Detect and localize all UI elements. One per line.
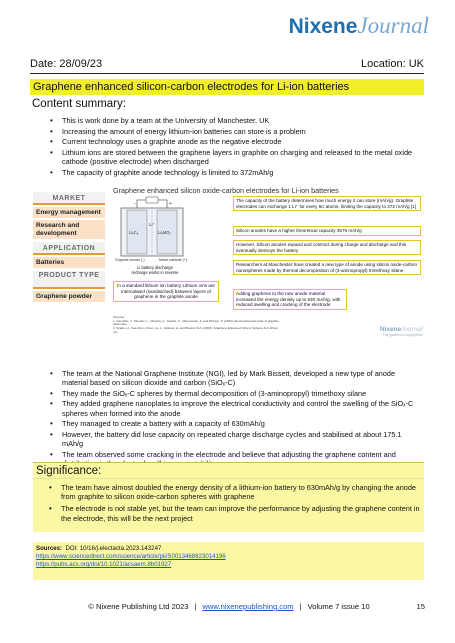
infographic-title: Graphene enhanced silicon oxide-carbon electrodes for Li-ion batteries [113,186,339,195]
infographic-logo-b: Journal [401,325,423,333]
list-item: • The electrode is not stable yet, but the team can improve the performance by adjusting the graphene content in the electrode, this will be the next project [47,504,424,522]
logo-nixene: Nixene [288,15,358,38]
product-item: Graphene powder [33,291,105,302]
sources-box [33,542,424,580]
cathode-label: Metal cathode (+) [159,258,188,262]
meta-row [30,58,424,74]
summary-list [48,116,418,178]
battery-diagram [115,196,189,262]
list-item: • They added graphene nanoplates to improve the electrical conductivity and control the swelling of the SiOₓ-C spheres when formed into the anode [48,399,418,417]
silicon-capacity-box: Silicon anodes have a higher theoretical capacity 3579 mAh/g [233,226,421,236]
footer-copyright: © Nixene Publishing Ltd 2023 [88,602,189,611]
detail-list [48,369,418,469]
list-item: • Lithium ions are stored between the graphene layers in graphite on charging and released to the metal oxide cathode (positive electrode) when discharged [48,148,418,166]
article-date: Date: 28/09/23 [30,58,103,70]
minus-sign: - [134,201,136,207]
infographic-source-1: 1. Carvalho, J., Mendes, L., Moreira, A., Jacobs, K., Meresmann, F. and Pinhero, P. (2023). Electrochemical study of graphite electrodes... [113,318,279,327]
footer-website-link[interactable]: www.nixenepublishing.com [202,602,294,611]
caption-line-2: recharge works in reverse [131,270,179,275]
list-item: • Increasing the amount of energy lithium-ion batteries can store is a problem [48,127,418,136]
infographic-logo [380,326,423,337]
list-item: • The capacity of graphite anode technology is limited to 372mAh/g [48,168,418,177]
article-location: Location: UK [361,58,424,70]
product-type-heading: PRODUCT TYPE [33,271,105,289]
list-item: • They made the SiOₓ-C spheres by thermal decomposition of (3-aminopropyl) trimethoxy silane [48,389,418,398]
capacity-box: The capacity of the battery determines how much energy it can store (mAh/g). Graphite electrodes can exchange 1 Li⁺ for every 6C atoms, limiting the capacity to 372 mAh/g [1] [233,196,421,211]
infographic-sources [113,316,283,335]
infographic-logo-a: Nixene [379,326,402,333]
market-item: Research and development [33,220,105,239]
infographic-sources-heading: Sources: [113,315,125,319]
list-item: • Current technology uses a graphite anode as the negative electrode [48,137,418,146]
intercalation-box: In a standard lithium ion battery Lithium ions are intercalated (sandwiched) between layers of graphene in the graphite anode [113,281,219,302]
list-item: • However, the battery did lose capacity on repeated charge discharge cycles and stabilised at about 175.1 mAh/g [48,430,418,448]
nixene-journal-logo [289,14,429,37]
source-link-1[interactable]: https://www.sciencedirect.com/science/article/pii/S0013468623014196 [36,553,226,560]
list-item: • The team at the National Graphene Institute (NGI), led by Mark Bissett, developed a new type of anode material based on silicon dioxide and carbon (SiOₓ-C) [48,369,418,387]
application-heading: APPLICATION [33,242,105,255]
list-item: • The team have almost doubled the energy density of a lithium-ion battery to 630mAh/g by changing the anode from graphite to silicon oxide-carbon spheres with graphene [47,483,424,501]
anode-label: Graphite Anode (-) [115,258,145,262]
content-summary-heading: Content summary: [32,98,126,110]
significance-box [33,479,424,532]
list-item: • This is work done by a team at the University of Manchester, UK [48,116,418,125]
footer-separator: | [194,602,197,611]
infographic-sidebar [33,192,105,302]
infographic [33,186,423,354]
list-item: • They managed to create a battery with a capacity of 630mAh/g [48,419,418,428]
cathode-compound-label: LiₓMO₂ [158,230,172,235]
battery-caption [117,265,193,275]
page-number: 15 [416,602,425,611]
significance-heading: Significance: [33,462,424,479]
sources-label: Sources: [36,545,63,552]
article-title: Graphene enhanced silicon-carbon electrodes for Li-ion batteries [30,79,424,95]
manchester-research-box: Researchers at Manchester have created a new type of anode using silicon oxide-carbon nanospheres made by thermal decomposition of (3-aminopropyl) trimethoxy silane [233,260,421,275]
anode-compound-label: LiₓC₆ [129,230,139,235]
infographic-source-2: 2. Scaife, H., Xue-Chen, Chen, Lu, L., Aldrees, H. and Bissett, M.A. (2023). Graphene Enhanced SiOₓ-C Spheres for Lithium Ion... [113,326,279,334]
footer-issue: Volume 7 issue 10 [307,602,370,611]
infographic-logo-tagline: The graphic is copyright free [382,332,423,337]
silicon-expansion-box: However, Silicon anodes expand and contract during charge and discharge and this eventually destroys the battery [233,240,421,255]
footer-separator: | [299,602,302,611]
market-heading: MARKET [33,192,105,205]
footer [30,602,428,614]
caption-line-1: Li battery discharge [137,265,173,270]
graphene-result-box: Adding graphene to the new anode material increased the energy density up to 630 mAh/g, with reduced swelling and cracking of the electrode [233,289,347,310]
sources-doi: DOI: 10/16/j.electacta.2023.143247 [65,545,162,552]
ion-label: Li⁺ [149,222,155,227]
logo-journal: Journal [357,13,429,38]
plus-sign: + [169,201,172,207]
application-item: Batteries [33,257,105,268]
market-item: Energy management [33,207,105,218]
significance-list [47,483,424,523]
source-link-2[interactable]: https://pubs.acs.org/doi/10.1021/acsaem.8b01927 [36,561,172,568]
list-item: • The team observed some cracking in the electrode and believe that adjusting the graphene content and [48,450,418,468]
